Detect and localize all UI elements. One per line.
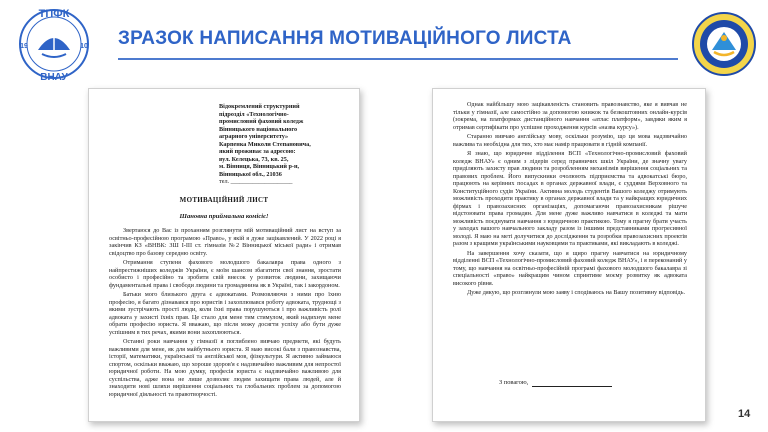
paragraph: Старанно вивчаю англійську мову, оскільки розумію, що ця мова надзвичайно важлива та необхідна для тих, хто має намір працювати в гідній компанії.	[453, 133, 687, 148]
address-line: м. Вінниця, Вінницький р-н,	[219, 163, 300, 170]
letter-title: МОТИВАЦІЙНИЙ ЛИСТ	[179, 196, 269, 204]
paragraph: Останні роки навчання у гімназії я поглиблено вивчаю предмети, які будуть важливими для мене, як для майбутнього юриста. Я маю високі бали з правознавства, історії, математики, української та англійської мов, фізкультури. Я активно займаюся спортом, оскільки вважаю, що хороше здоров'я є надзвичайно важливим для непростої юридичної роботи. На мою думку, професія юриста є надзвичайно важливою для суспільства, адже вона не лише дозволяє людям захищати права людей, але й знаходити нові шляхи вирішення соціальних та глобальних проблем за допомогою юридичної діяльності та правотворчості.	[109, 338, 341, 398]
signature-label: З повагою,	[499, 379, 529, 386]
address-line: Карпенка Миколи Степановича,	[219, 140, 311, 148]
signature-line	[532, 380, 612, 387]
address-line: аграрного університету»	[219, 133, 289, 140]
logo-year-left: 19	[20, 43, 28, 50]
letter-page-1	[88, 88, 360, 422]
address-line: який проживає за адресою:	[219, 148, 296, 155]
letter-body-part-1	[109, 227, 341, 400]
logo-bottom-text: ВНАУ	[40, 72, 68, 82]
paragraph: На завершення хочу сказати, що я щиро прагну навчатися на юридичному відділенні ВСП «Технологічно-промисловий фаховий коледж ВНАУ», і я переконаний у тому, що навчання на освітньо-професійній програмі фахового молодшого бакалавра зі спеціальності «право» найкращим чином сприятиме моєму розвитку як адвоката високого рівня.	[453, 249, 687, 287]
address-line: вул. Келецька, 73, кв. 25,	[219, 155, 289, 163]
page-title: ЗРАЗОК НАПИСАННЯ МОТИВАЦІЙНОГО ЛИСТА	[118, 28, 572, 49]
phone-line: тел. ____________________	[219, 178, 293, 185]
address-line: Відокремлений структурний	[219, 103, 300, 110]
address-line: Вінницької обл., 21036	[219, 170, 282, 178]
paragraph: Отримання ступеня фахового молодшого бакалавра права одного з найпрестижніших коледжів України, є моїм шансом збагатити свої знання, зростати особисто і професійно та зробити свій внесок у розвиток людини, захищаючи фундаментальні права і свободи людини та громадянина як в Україні, так і закордоном.	[109, 259, 341, 289]
address-line: підрозділ «Технологічно-	[219, 110, 289, 118]
letter-greeting: Шановна приймальна комісіє!	[179, 213, 269, 220]
address-line: Вінницького національного	[219, 125, 298, 133]
paragraph: Однак найбільшу мою зацікавленість становить правознавство, яке я вивчав не тільки у гімназії, але самостійно за допомогою книжок та безкоштовних онлайн-курсів (зокрема, на платформах дистанційного навчання «атлас платформ», завдяки яким я отримав сертифікати про успішне проходження курсів «назва курсу»).	[453, 101, 687, 131]
logo-top-text: ТПФК	[38, 8, 70, 20]
paragraph: Я знаю, що юридичне відділення ВСП «Технологічно-промисловий фаховий коледж ВНАУ» є одним з лідерів серед правничих шкіл України, де значну увагу приділяють захисту прав людини та розробленням механізмів вирішення соціальних та правових проблем. Його випускники очолюють підприємства та адвокатські бюро, працюють на керівних посадах в органах державної влади, є суддями Верховного та Конституційного судів України. Активна молодь студентів Вашого коледжу отримують можливість проходити практику в органах державної влади та у найкращих юридичних фірмах і правозахисних організаціях, допомагаючи правозахисникам рішуче відстоювати права громадян. Для мене дуже важливо навчатися в коледжі та мати можливість поєднувати навчання з юридичною практикою. Тому я прагну брати участь у заходах вашого навчального закладу разом із іншими представниками прогресивної молоді. Я маю на меті долучитися до дослідження та розробки правозахисних проектів разом з кращими українськими науковцями та практиками, які викладають в коледжі.	[453, 150, 687, 247]
paragraph: Дуже дякую, що розглянули мою заяву і сподіваюсь на Вашу позитивну відповідь.	[467, 289, 685, 296]
letter-body-part-2	[453, 101, 687, 299]
sender-address-block	[219, 103, 339, 186]
address-line: промисловий фаховий коледж	[219, 118, 304, 125]
university-seal-icon	[690, 8, 758, 80]
letter-page-2	[432, 88, 706, 422]
signature-block	[499, 379, 612, 387]
college-logo-icon	[8, 4, 100, 82]
logo-year-right: 10	[80, 43, 88, 50]
slide-page-number: 14	[738, 408, 751, 420]
paragraph: Батьки мого близького друга є адвокатами. Розмовляючи з ними про їхню професію, я багато дізнавався про юристів і захоплювався роботу адвоката, труднощі з якими зустрічають прості люди, коли їхні права порушуються і про важливість ролі адвоката у захисті їхніх прав. Це стало для мене тим стимулом, який надихнув мене обрати професію юриста. Я вважаю, що після можу досягти успіху або бути дуже успішним в тих речах, якими вони захоплюються.	[109, 291, 341, 336]
title-underline	[118, 58, 678, 60]
paragraph: Звертаюся до Вас із проханням розглянути мій мотиваційний лист на вступ за освітньо-професійною програмою «Право», у якій я дуже зацікавлений. У 2022 році я закінчив КЗ «ВНВК: ЗШ І-ІІІ ст. гімназія №2 Вінницької міської ради» і отримав свідоцтво про базову середню освіту.	[109, 227, 341, 257]
